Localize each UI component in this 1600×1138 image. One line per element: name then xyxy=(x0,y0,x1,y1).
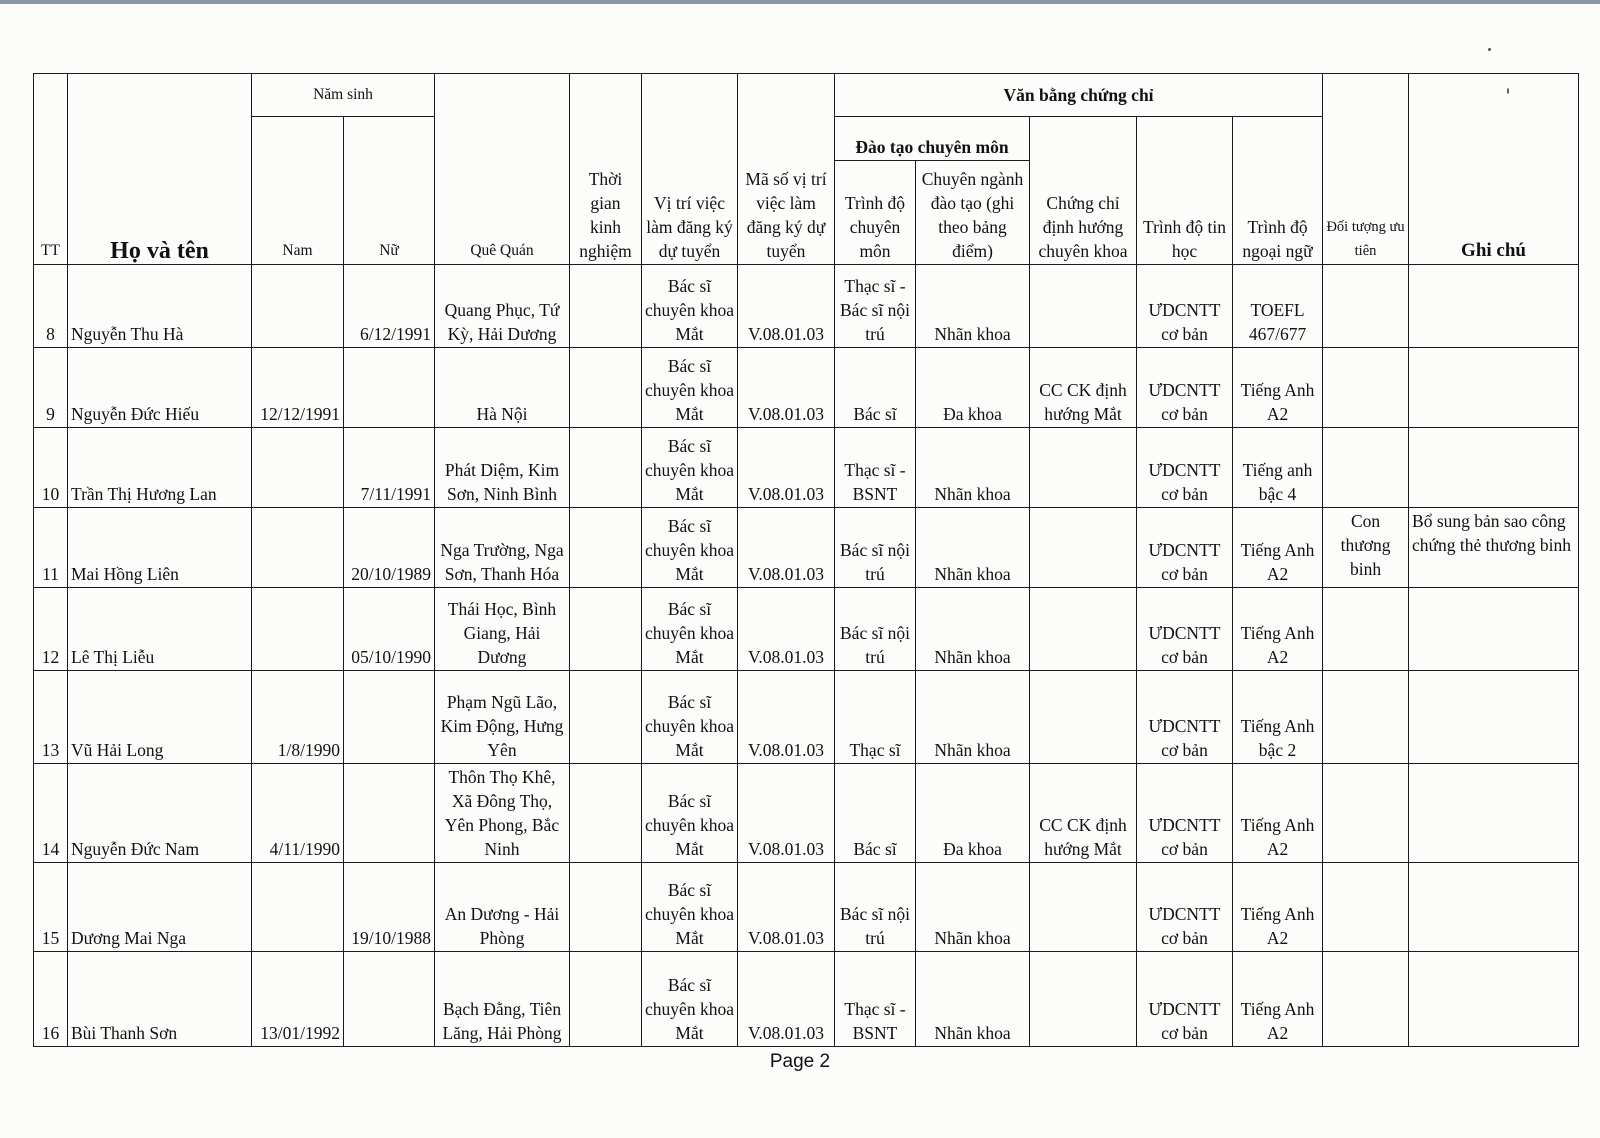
row-nam xyxy=(252,863,344,952)
row-ngoai-ngu: Tiếng Anh A2 xyxy=(1233,588,1323,671)
row-chuyen-nganh: Nhãn khoa xyxy=(916,588,1030,671)
row-name: Bùi Thanh Sơn xyxy=(68,952,252,1047)
row-tin-hoc: ƯDCNTT cơ bản xyxy=(1137,764,1233,863)
row-tin-hoc: ƯDCNTT cơ bản xyxy=(1137,508,1233,588)
row-ngoai-ngu: TOEFL 467/677 xyxy=(1233,265,1323,348)
row-chung-chi xyxy=(1030,265,1137,348)
row-chung-chi xyxy=(1030,952,1137,1047)
row-ngoai-ngu: Tiếng Anh A2 xyxy=(1233,952,1323,1047)
row-chuyen-nganh: Đa khoa xyxy=(916,764,1030,863)
candidate-table xyxy=(33,73,1579,1047)
row-chuyen-nganh: Nhãn khoa xyxy=(916,265,1030,348)
row-vi-tri: Bác sĩ chuyên khoa Mắt xyxy=(642,348,738,428)
row-ma-so: V.08.01.03 xyxy=(738,764,835,863)
row-ghi-chu xyxy=(1409,952,1579,1047)
table-row xyxy=(34,348,1579,428)
row-que-quan: An Dương - Hải Phòng xyxy=(435,863,570,952)
row-name: Nguyễn Thu Hà xyxy=(68,265,252,348)
row-name: Nguyễn Đức Nam xyxy=(68,764,252,863)
row-tin-hoc: ƯDCNTT cơ bản xyxy=(1137,265,1233,348)
row-trinh-do: Bác sĩ xyxy=(835,348,916,428)
row-doi-tuong xyxy=(1323,348,1409,428)
row-nam xyxy=(252,265,344,348)
row-vi-tri: Bác sĩ chuyên khoa Mắt xyxy=(642,671,738,764)
row-vi-tri: Bác sĩ chuyên khoa Mắt xyxy=(642,952,738,1047)
row-tin-hoc: ƯDCNTT cơ bản xyxy=(1137,428,1233,508)
row-doi-tuong xyxy=(1323,428,1409,508)
row-tt: 10 xyxy=(34,428,68,508)
row-vi-tri: Bác sĩ chuyên khoa Mắt xyxy=(642,428,738,508)
row-doi-tuong: Con thương binh xyxy=(1323,508,1409,588)
row-vi-tri: Bác sĩ chuyên khoa Mắt xyxy=(642,588,738,671)
table-row xyxy=(34,265,1579,348)
col-header-doi-tuong: Đối tượng ưu tiên xyxy=(1323,74,1409,265)
row-ghi-chu xyxy=(1409,863,1579,952)
row-ngoai-ngu: Tiếng Anh A2 xyxy=(1233,764,1323,863)
row-chuyen-nganh: Nhãn khoa xyxy=(916,671,1030,764)
row-nam: 12/12/1991 xyxy=(252,348,344,428)
row-kinh-nghiem xyxy=(570,764,642,863)
row-chung-chi xyxy=(1030,508,1137,588)
row-name: Vũ Hải Long xyxy=(68,671,252,764)
scan-top-edge xyxy=(0,0,1600,4)
row-tin-hoc: ƯDCNTT cơ bản xyxy=(1137,671,1233,764)
row-nu: 19/10/1988 xyxy=(344,863,435,952)
row-vi-tri: Bác sĩ chuyên khoa Mắt xyxy=(642,863,738,952)
row-trinh-do: Bác sĩ nội trú xyxy=(835,863,916,952)
row-chung-chi xyxy=(1030,428,1137,508)
row-que-quan: Hà Nội xyxy=(435,348,570,428)
row-nu: 7/11/1991 xyxy=(344,428,435,508)
col-header-chuyen-nganh: Chuyên ngành đào tạo (ghi theo bảng điểm) xyxy=(916,161,1030,265)
col-header-nam: Nam xyxy=(252,117,344,265)
row-vi-tri: Bác sĩ chuyên khoa Mắt xyxy=(642,265,738,348)
row-kinh-nghiem xyxy=(570,428,642,508)
row-kinh-nghiem xyxy=(570,863,642,952)
row-tin-hoc: ƯDCNTT cơ bản xyxy=(1137,348,1233,428)
row-nam: 1/8/1990 xyxy=(252,671,344,764)
table-row xyxy=(34,588,1579,671)
col-header-thoi-gian: Thời gian kinh nghiệm xyxy=(570,74,642,265)
col-header-tin-hoc: Trình độ tin học xyxy=(1137,117,1233,265)
row-trinh-do: Thạc sĩ xyxy=(835,671,916,764)
table-row xyxy=(34,863,1579,952)
row-que-quan: Quang Phục, Tứ Kỳ, Hải Dương xyxy=(435,265,570,348)
col-header-nu: Nữ xyxy=(344,117,435,265)
row-nam xyxy=(252,508,344,588)
table-row xyxy=(34,764,1579,863)
row-chung-chi: CC CK định hướng Mắt xyxy=(1030,348,1137,428)
col-header-vi-tri: Vị trí việc làm đăng ký dự tuyển xyxy=(642,74,738,265)
table-row xyxy=(34,671,1579,764)
row-ngoai-ngu: Tiếng Anh A2 xyxy=(1233,863,1323,952)
page-number: Page 2 xyxy=(769,1051,831,1072)
row-kinh-nghiem xyxy=(570,952,642,1047)
col-header-chung-chi: Chứng chỉ định hướng chuyên khoa xyxy=(1030,117,1137,265)
row-ma-so: V.08.01.03 xyxy=(738,863,835,952)
row-name: Dương Mai Nga xyxy=(68,863,252,952)
row-nu xyxy=(344,671,435,764)
row-tin-hoc: ƯDCNTT cơ bản xyxy=(1137,952,1233,1047)
table-row xyxy=(34,508,1579,588)
row-nam xyxy=(252,428,344,508)
row-tin-hoc: ƯDCNTT cơ bản xyxy=(1137,588,1233,671)
row-trinh-do: Bác sĩ nội trú xyxy=(835,508,916,588)
col-header-tt: TT xyxy=(34,74,68,265)
row-tt: 11 xyxy=(34,508,68,588)
row-ghi-chu xyxy=(1409,348,1579,428)
row-que-quan: Nga Trường, Nga Sơn, Thanh Hóa xyxy=(435,508,570,588)
row-ngoai-ngu: Tiếng Anh A2 xyxy=(1233,348,1323,428)
row-name: Trần Thị Hương Lan xyxy=(68,428,252,508)
row-ngoai-ngu: Tiếng anh bậc 4 xyxy=(1233,428,1323,508)
row-kinh-nghiem xyxy=(570,588,642,671)
row-vi-tri: Bác sĩ chuyên khoa Mắt xyxy=(642,508,738,588)
row-chung-chi xyxy=(1030,671,1137,764)
row-ma-so: V.08.01.03 xyxy=(738,265,835,348)
row-chuyen-nganh: Nhãn khoa xyxy=(916,428,1030,508)
row-name: Nguyễn Đức Hiếu xyxy=(68,348,252,428)
row-trinh-do: Thạc sĩ - BSNT xyxy=(835,952,916,1047)
row-ghi-chu xyxy=(1409,588,1579,671)
row-ma-so: V.08.01.03 xyxy=(738,348,835,428)
row-ma-so: V.08.01.03 xyxy=(738,508,835,588)
row-chung-chi xyxy=(1030,863,1137,952)
row-ma-so: V.08.01.03 xyxy=(738,588,835,671)
row-nu xyxy=(344,348,435,428)
row-doi-tuong xyxy=(1323,265,1409,348)
row-chung-chi: CC CK định hướng Mắt xyxy=(1030,764,1137,863)
row-kinh-nghiem xyxy=(570,508,642,588)
col-header-van-bang: Văn bằng chứng chỉ xyxy=(835,74,1323,117)
row-name: Mai Hồng Liên xyxy=(68,508,252,588)
row-tt: 8 xyxy=(34,265,68,348)
row-nu: 20/10/1989 xyxy=(344,508,435,588)
row-vi-tri: Bác sĩ chuyên khoa Mắt xyxy=(642,764,738,863)
row-tt: 16 xyxy=(34,952,68,1047)
row-nam xyxy=(252,588,344,671)
row-kinh-nghiem xyxy=(570,348,642,428)
row-doi-tuong xyxy=(1323,588,1409,671)
row-nu: 05/10/1990 xyxy=(344,588,435,671)
row-tt: 13 xyxy=(34,671,68,764)
col-header-nam-sinh: Năm sinh xyxy=(252,74,435,117)
col-header-ho-ten: Họ và tên xyxy=(68,74,252,265)
row-nam: 4/11/1990 xyxy=(252,764,344,863)
row-trinh-do: Thạc sĩ - Bác sĩ nội trú xyxy=(835,265,916,348)
col-header-trinh-do-cm: Trình độ chuyên môn xyxy=(835,161,916,265)
table-header xyxy=(34,74,1579,265)
row-doi-tuong xyxy=(1323,952,1409,1047)
row-que-quan: Thôn Thọ Khê, Xã Đông Thọ, Yên Phong, Bắc Ninh xyxy=(435,764,570,863)
row-nam: 13/01/1992 xyxy=(252,952,344,1047)
row-kinh-nghiem xyxy=(570,265,642,348)
row-nu xyxy=(344,952,435,1047)
row-ghi-chu xyxy=(1409,764,1579,863)
row-trinh-do: Bác sĩ nội trú xyxy=(835,588,916,671)
row-tt: 14 xyxy=(34,764,68,863)
row-nu: 6/12/1991 xyxy=(344,265,435,348)
row-que-quan: Phát Diệm, Kim Sơn, Ninh Bình xyxy=(435,428,570,508)
row-ma-so: V.08.01.03 xyxy=(738,952,835,1047)
row-ghi-chu xyxy=(1409,428,1579,508)
row-que-quan: Thái Học, Bình Giang, Hải Dương xyxy=(435,588,570,671)
row-que-quan: Bạch Đằng, Tiên Lăng, Hải Phòng xyxy=(435,952,570,1047)
row-tt: 12 xyxy=(34,588,68,671)
row-trinh-do: Thạc sĩ - BSNT xyxy=(835,428,916,508)
row-nu xyxy=(344,764,435,863)
row-ma-so: V.08.01.03 xyxy=(738,671,835,764)
row-que-quan: Phạm Ngũ Lão, Kim Động, Hưng Yên xyxy=(435,671,570,764)
row-kinh-nghiem xyxy=(570,671,642,764)
row-ngoai-ngu: Tiếng Anh A2 xyxy=(1233,508,1323,588)
row-doi-tuong xyxy=(1323,863,1409,952)
row-tt: 9 xyxy=(34,348,68,428)
col-header-ghi-chu: Ghi chú xyxy=(1409,74,1579,265)
row-doi-tuong xyxy=(1323,671,1409,764)
col-header-ma-so: Mã số vị trí việc làm đăng ký dự tuyển xyxy=(738,74,835,265)
col-header-dao-tao: Đào tạo chuyên môn xyxy=(835,117,1030,161)
row-doi-tuong xyxy=(1323,764,1409,863)
row-name: Lê Thị Liễu xyxy=(68,588,252,671)
row-chuyen-nganh: Nhãn khoa xyxy=(916,508,1030,588)
col-header-que-quan: Quê Quán xyxy=(435,74,570,265)
row-tin-hoc: ƯDCNTT cơ bản xyxy=(1137,863,1233,952)
row-ghi-chu xyxy=(1409,671,1579,764)
table-row xyxy=(34,952,1579,1047)
scan-speck xyxy=(1488,48,1491,51)
row-trinh-do: Bác sĩ xyxy=(835,764,916,863)
row-tt: 15 xyxy=(34,863,68,952)
row-ghi-chu xyxy=(1409,265,1579,348)
row-chuyen-nganh: Đa khoa xyxy=(916,348,1030,428)
row-chung-chi xyxy=(1030,588,1137,671)
row-chuyen-nganh: Nhãn khoa xyxy=(916,863,1030,952)
row-ghi-chu: Bổ sung bản sao công chứng thẻ thương binh xyxy=(1409,508,1579,588)
col-header-ngoai-ngu: Trình độ ngoại ngữ xyxy=(1233,117,1323,265)
row-ngoai-ngu: Tiếng Anh bậc 2 xyxy=(1233,671,1323,764)
table-body xyxy=(34,265,1579,1047)
row-chuyen-nganh: Nhãn khoa xyxy=(916,952,1030,1047)
table-row xyxy=(34,428,1579,508)
row-ma-so: V.08.01.03 xyxy=(738,428,835,508)
